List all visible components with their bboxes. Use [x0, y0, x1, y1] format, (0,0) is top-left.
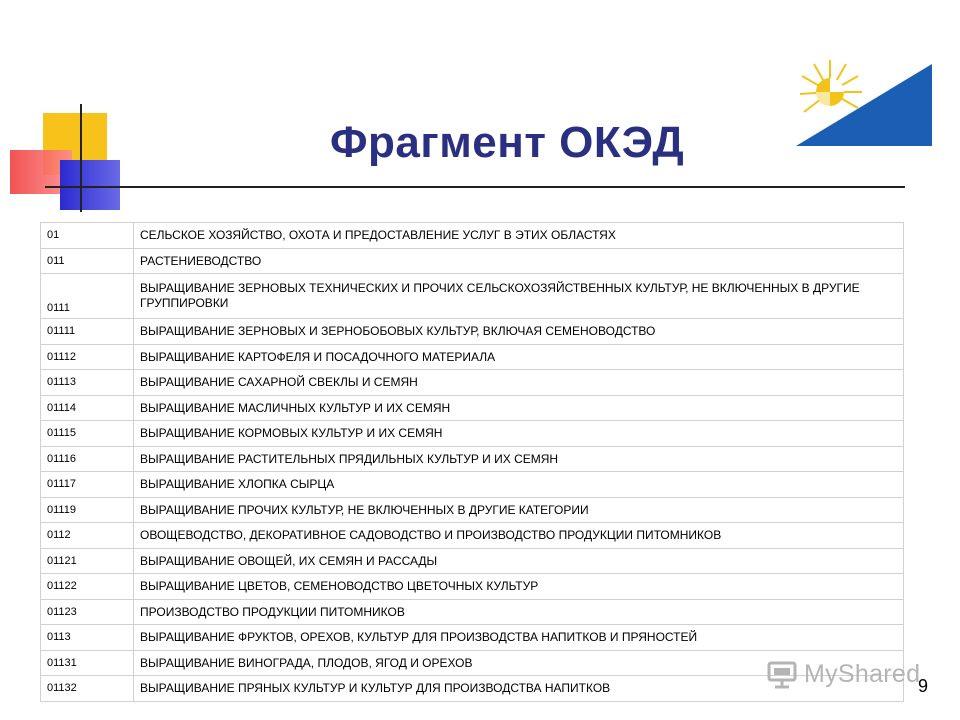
- okved-code-cell: 01112: [41, 344, 134, 370]
- table-row: [41, 370, 904, 396]
- table-row: [41, 344, 904, 370]
- okved-name-cell: ВЫРАЩИВАНИЕ ЗЕРНОВЫХ И ЗЕРНОБОБОВЫХ КУЛЬТУР, ВКЛЮЧАЯ СЕМЕНОВОДСТВО: [134, 319, 904, 345]
- slide-title: Фрагмент ОКЭД: [330, 118, 685, 167]
- table-row: [41, 574, 904, 600]
- okved-name-cell: ВЫРАЩИВАНИЕ КАРТОФЕЛЯ И ПОСАДОЧНОГО МАТЕРИАЛА: [134, 344, 904, 370]
- table-row: [41, 523, 904, 549]
- okved-name-cell: ВЫРАЩИВАНИЕ РАСТИТЕЛЬНЫХ ПРЯДИЛЬНЫХ КУЛЬТУР И ИХ СЕМЯН: [134, 446, 904, 472]
- table-row: [41, 421, 904, 447]
- okved-name-cell: ПРОИЗВОДСТВО ПРОДУКЦИИ ПИТОМНИКОВ: [134, 599, 904, 625]
- okved-code-cell: 01121: [41, 548, 134, 574]
- table-row: [41, 274, 904, 319]
- okved-code-cell: 01119: [41, 497, 134, 523]
- okved-code-cell: 01113: [41, 370, 134, 396]
- okved-name-cell: СЕЛЬСКОЕ ХОЗЯЙСТВО, ОХОТА И ПРЕДОСТАВЛЕНИЕ УСЛУГ В ЭТИХ ОБЛАСТЯХ: [134, 223, 904, 249]
- okved-name-cell: ВЫРАЩИВАНИЕ ВИНОГРАДА, ПЛОДОВ, ЯГОД И ОРЕХОВ: [134, 650, 904, 676]
- okved-code-cell: 01117: [41, 472, 134, 498]
- okved-code-cell: 01131: [41, 650, 134, 676]
- table-row: [41, 248, 904, 274]
- okved-name-cell: ОВОЩЕВОДСТВО, ДЕКОРАТИВНОЕ САДОВОДСТВО И ПРОИЗВОДСТВО ПРОДУКЦИИ ПИТОМНИКОВ: [134, 523, 904, 549]
- okved-name-cell: РАСТЕНИЕВОДСТВО: [134, 248, 904, 274]
- table-row: [41, 548, 904, 574]
- table-row: [41, 472, 904, 498]
- okved-name-cell: ВЫРАЩИВАНИЕ ХЛОПКА СЫРЦА: [134, 472, 904, 498]
- table-row: [41, 446, 904, 472]
- okved-code-cell: 01114: [41, 395, 134, 421]
- okved-code-cell: 01116: [41, 446, 134, 472]
- okved-code-cell: 01123: [41, 599, 134, 625]
- okved-name-cell: ВЫРАЩИВАНИЕ ЗЕРНОВЫХ ТЕХНИЧЕСКИХ И ПРОЧИХ СЕЛЬСКОХОЗЯЙСТВЕННЫХ КУЛЬТУР, НЕ ВКЛЮЧЕННЫХ В ДРУГИЕ ГРУППИРОВКИ: [134, 274, 904, 319]
- okved-name-cell: ВЫРАЩИВАНИЕ САХАРНОЙ СВЕКЛЫ И СЕМЯН: [134, 370, 904, 396]
- okved-code-cell: 01111: [41, 319, 134, 345]
- okved-code-cell: 0113: [41, 625, 134, 651]
- okved-name-cell: ВЫРАЩИВАНИЕ ЦВЕТОВ, СЕМЕНОВОДСТВО ЦВЕТОЧНЫХ КУЛЬТУР: [134, 574, 904, 600]
- sun-emblem-logo-icon: [796, 56, 932, 146]
- horizontal-rule: [45, 186, 905, 188]
- table-row: [41, 497, 904, 523]
- okved-name-cell: ВЫРАЩИВАНИЕ ПРЯНЫХ КУЛЬТУР И КУЛЬТУР ДЛЯ ПРОИЗВОДСТВА НАПИТКОВ: [134, 676, 904, 702]
- table-row: [41, 599, 904, 625]
- okved-code-cell: 01132: [41, 676, 134, 702]
- okved-code-cell: 01115: [41, 421, 134, 447]
- okved-code-cell: 01: [41, 223, 134, 249]
- okved-code-cell: 0111: [41, 274, 134, 319]
- okved-name-cell: ВЫРАЩИВАНИЕ ФРУКТОВ, ОРЕХОВ, КУЛЬТУР ДЛЯ ПРОИЗВОДСТВА НАПИТКОВ И ПРЯНОСТЕЙ: [134, 625, 904, 651]
- watermark: [766, 656, 920, 692]
- table-row: [41, 319, 904, 345]
- okved-table: [40, 222, 904, 702]
- okved-table-body: [41, 223, 904, 702]
- okved-name-cell: ВЫРАЩИВАНИЕ КОРМОВЫХ КУЛЬТУР И ИХ СЕМЯН: [134, 421, 904, 447]
- watermark-text: MyShared: [804, 659, 921, 688]
- table-row: [41, 395, 904, 421]
- table-row: [41, 625, 904, 651]
- okved-code-cell: 011: [41, 248, 134, 274]
- presentation-board-icon: [766, 659, 800, 689]
- page-number: 9: [918, 676, 929, 696]
- okved-code-cell: 0112: [41, 523, 134, 549]
- okved-name-cell: ВЫРАЩИВАНИЕ МАСЛИЧНЫХ КУЛЬТУР И ИХ СЕМЯН: [134, 395, 904, 421]
- okved-name-cell: ВЫРАЩИВАНИЕ ОВОЩЕЙ, ИХ СЕМЯН И РАССАДЫ: [134, 548, 904, 574]
- okved-code-cell: 01122: [41, 574, 134, 600]
- table-row: [41, 223, 904, 249]
- okved-name-cell: ВЫРАЩИВАНИЕ ПРОЧИХ КУЛЬТУР, НЕ ВКЛЮЧЕННЫХ В ДРУГИЕ КАТЕГОРИИ: [134, 497, 904, 523]
